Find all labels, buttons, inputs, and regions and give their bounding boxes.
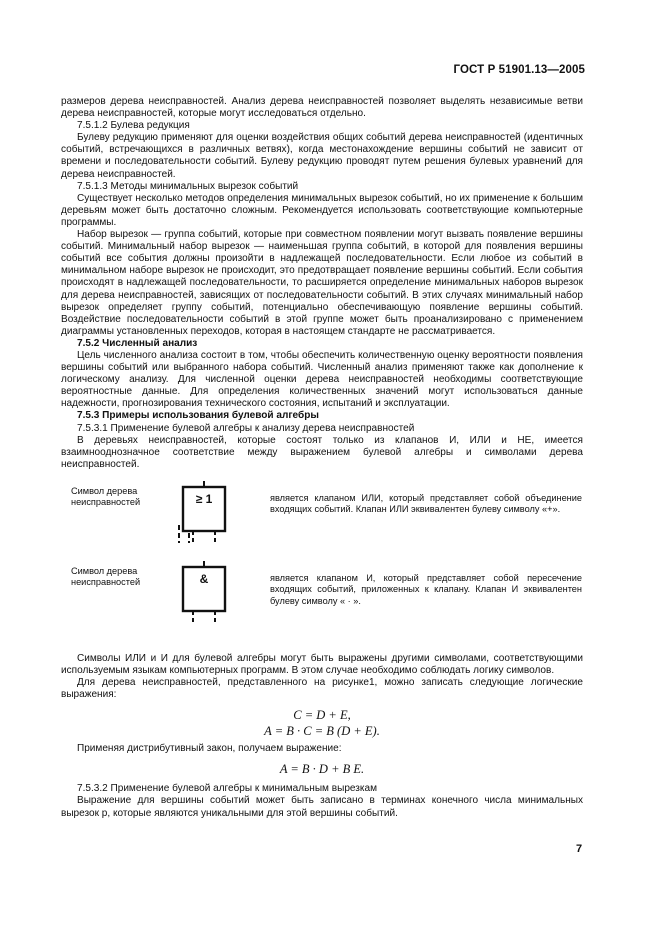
gate-description: является клапаном И, который представляет собой пересечение входящих событий, приложенных к клапану. Клапан И эквивалентен булеву символу « · ». — [270, 572, 582, 606]
gate-symbol: & — [199, 571, 209, 586]
paragraph: Выражение для вершины событий может быть записано в терминах конечного числа минимальных вырезок p, которые являются уникальными для этой вершины событий. — [61, 795, 583, 819]
paragraph: Применяя дистрибутивный закон, получаем выражение: — [77, 743, 342, 755]
subsection-heading: 7.5.1.2 Булева редукция — [77, 120, 190, 132]
and-gate-row — [61, 561, 583, 631]
formula: A = B · D + B E. — [279, 762, 365, 777]
and-gate-icon — [169, 561, 229, 625]
paragraph: размеров дерева неисправностей. Анализ дерева неисправностей позволяет выделять независимые ветви дерева неисправностей, которые могут исследоваться отдельно. — [61, 96, 583, 120]
subsection-heading: 7.5.1.3 Методы минимальных вырезок событий — [77, 180, 299, 192]
subsection-heading: 7.5.3.1 Применение булевой алгебры к анализу дерева неисправностей — [77, 422, 415, 434]
gate-label: Символ дерева неисправностей — [71, 565, 141, 588]
paragraph: Существует несколько методов определения минимальных вырезок событий, но их применение к большим деревьям может быть достаточно сложным. Рекомендуется использовать соответствующие компьютерные программы. — [61, 192, 583, 228]
section-heading: 7.5.2 Численный анализ — [77, 337, 198, 349]
formula: A = B · C = B (D + E). — [264, 724, 380, 739]
paragraph: Булеву редукцию применяют для оценки воздействия общих событий дерева неисправностей (идентичных событий, встречающихся в различных ветвях), когда местонахождение вершины событий не зависит от времени и последовательности событий. Булеву редукцию проводят путем решения булевых уравнений для дерева неисправностей. — [61, 132, 583, 180]
or-gate-row — [61, 481, 583, 551]
paragraph: Цель численного анализа состоит в том, чтобы обеспечить количественную оценку вероятности появления вершины событий или выбранного набора событий. Численный анализ применяют также как дополнение к логическому анализу. Для численной оценки дерева неисправностей необходимы соответствующие вероятностные данные. Для определения количественных значений могут использоваться данные надежности, прогнозирования технического состояния, испытаний и эксплуатации. — [61, 349, 583, 410]
gate-description: является клапаном ИЛИ, который представляет собой объединение входящих событий. Клапан ИЛИ эквивалентен булеву символу «+». — [270, 492, 582, 515]
formula: C = D + E, — [293, 708, 351, 723]
paragraph: Набор вырезок — группа событий, которые при совместном появлении могут вызвать появление вершины событий. Минимальный набор вырезок — наименьшая группа событий, в которой для появления вершины событий все события должны произойти в надлежащей последовательности. Если любое из событий в минимальном наборе вырезок не происходит, это предотвращает появление вершины событий. Если события происходят в надлежащей последовательности, то расширяется определение минимальных наборов вырезок для дерева неисправностей, зависящих от последовательности событий. В этих случаях минимальный набор вырезок определяет группу событий, потенциально обеспечивающую появление вершины событий. Воздействие последовательности событий в этой группе может быть проанализировано с применением диаграммы установленных переходов, которая в настоящем стандарте не рассматривается. — [61, 229, 583, 337]
subsection-heading: 7.5.3.2 Применение булевой алгебры к минимальным вырезкам — [77, 783, 377, 795]
paragraph: В деревьях неисправностей, которые состоят только из клапанов И, ИЛИ и НЕ, имеется взаимнооднозначное соответствие между выражением булевой алгебры и символами дерева неисправностей. — [61, 434, 583, 470]
gate-label: Символ дерева неисправностей — [71, 485, 141, 508]
page-body — [61, 96, 583, 820]
gate-symbol: ≥ 1 — [195, 491, 213, 506]
paragraph: Для дерева неисправностей, представленного на рисунке1, можно записать следующие логические выражения: — [61, 677, 583, 701]
paragraph: Символы ИЛИ и И для булевой алгебры могут быть выражены другими символами, соответствующими используемым языкам компьютерных программ. В этом случае необходимо соблюдать логику символов. — [61, 652, 583, 676]
or-gate-icon — [169, 481, 229, 545]
document-code: ГОСТ Р 51901.13—2005 — [453, 64, 585, 76]
page-number: 7 — [576, 843, 583, 855]
section-heading: 7.5.3 Примеры использования булевой алгебры — [77, 410, 319, 422]
